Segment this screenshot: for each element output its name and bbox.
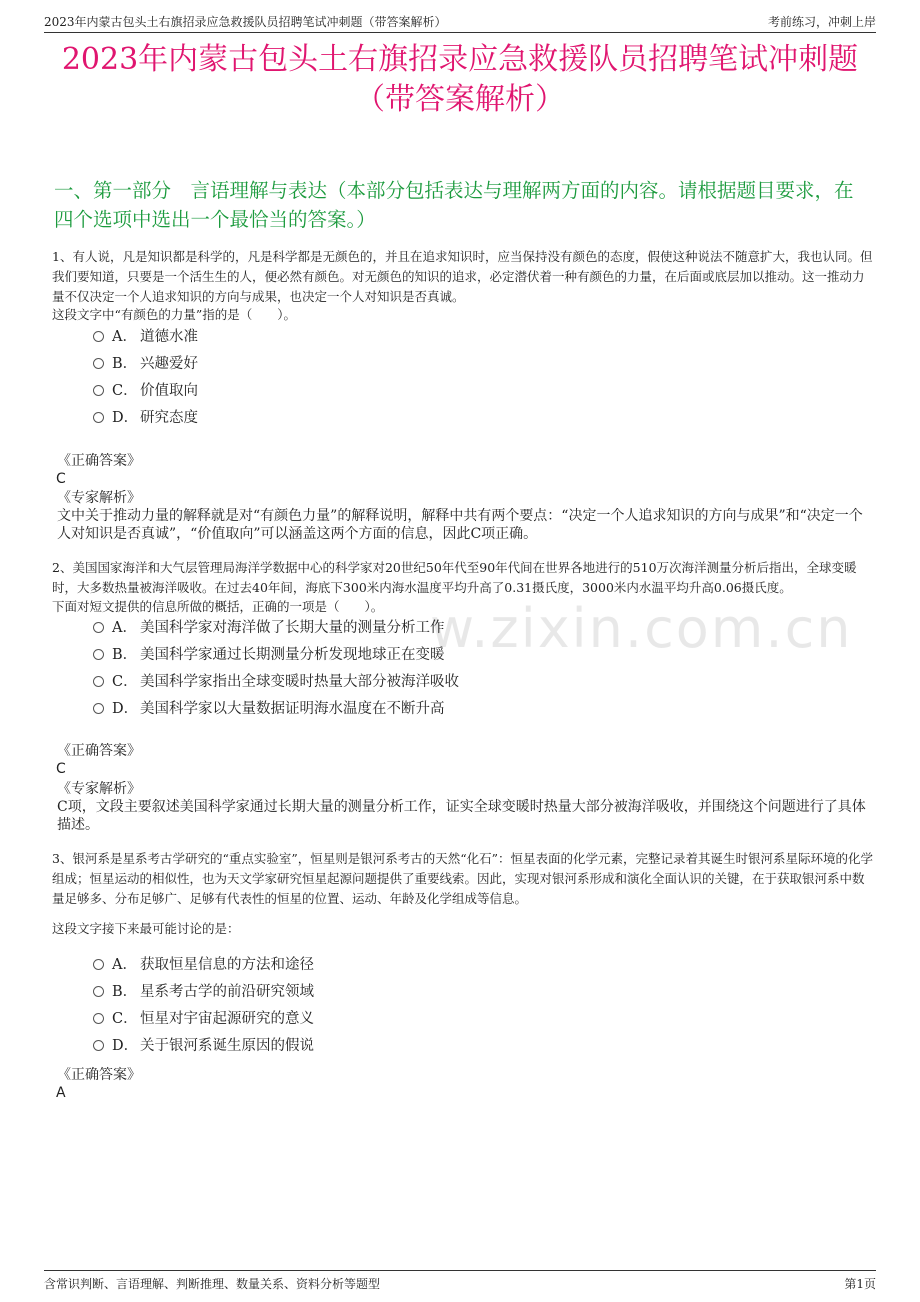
question-3-answer-label: 《正确答案》: [57, 1067, 141, 1083]
radio-icon[interactable]: [93, 412, 104, 423]
question-3-option-d[interactable]: [93, 1035, 314, 1057]
option-text: 价值取向: [140, 383, 198, 399]
question-2-option-b[interactable]: [93, 644, 445, 666]
radio-icon[interactable]: [93, 703, 104, 714]
option-letter: D．: [112, 410, 139, 426]
footer-note: 含常识判断、言语理解、判断推理、数量关系、资料分析等题型: [44, 1277, 381, 1291]
option-text: 美国科学家通过长期测量分析发现地球正在变暖: [140, 647, 445, 663]
option-letter: D．: [112, 701, 139, 717]
question-3-answer: A: [56, 1085, 66, 1101]
page-footer: [44, 1270, 876, 1293]
question-2-option-c[interactable]: [93, 671, 459, 693]
option-text: 道德水准: [140, 329, 198, 345]
header-slogan: 考前练习，冲刺上岸: [767, 15, 876, 29]
question-1-analysis-label: 《专家解析》: [57, 490, 141, 506]
question-2-option-a[interactable]: [93, 617, 445, 639]
question-2-analysis-label: 《专家解析》: [57, 781, 141, 797]
question-3-prompt: 这段文字接下来最可能讨论的是：: [52, 921, 240, 936]
document-title-line-2: （带答案解析）: [355, 82, 565, 117]
question-1-option-b[interactable]: [93, 353, 198, 375]
question-1-text: 1、有人说，凡是知识都是科学的，凡是科学都是无颜色的，并且在追求知识时，应当保持没有颜色的态度，假使这种说法不随意扩大，我也认同。但我们要知道，只要是一个活生生的人，便必然有颜色。对无颜色的知识的追求，必定潜伏着一种有颜色的力量，在后面或底层加以推动。这一推动力量不仅决定一个人追求知识的方向与成果，也决定一个人对知识是否真诚。: [52, 249, 873, 304]
question-3-option-b[interactable]: [93, 981, 314, 1003]
question-2-answer-label: 《正确答案》: [57, 743, 141, 759]
radio-icon[interactable]: [93, 1013, 104, 1024]
radio-icon[interactable]: [93, 1040, 104, 1051]
question-1-prompt: 这段文字中“有颜色的力量”指的是（ ）。: [52, 307, 297, 322]
question-1-answer: C: [56, 471, 66, 487]
radio-icon[interactable]: [93, 358, 104, 369]
option-text: 获取恒星信息的方法和途径: [140, 957, 314, 973]
option-text: 恒星对宇宙起源研究的意义: [140, 1011, 314, 1027]
section-heading: 一、第一部分 言语理解与表达（本部分包括表达与理解两方面的内容。请根据题目要求，在四个选项中选出一个最恰当的答案。）: [54, 179, 854, 231]
option-text: 美国科学家以大量数据证明海水温度在不断升高: [140, 701, 445, 717]
option-text: 研究态度: [140, 410, 198, 426]
document-title-line-1: 2023年内蒙古包头土右旗招录应急救援队员招聘笔试冲刺题: [61, 42, 859, 77]
radio-icon[interactable]: [93, 986, 104, 997]
watermark: w.zixin.com.cn: [430, 597, 853, 660]
question-1-analysis: 文中关于推动力量的解释就是对“有颜色力量”的解释说明，解释中共有两个要点：“决定一个人追求知识的方向与成果”和“决定一个人对知识是否真诚”，“价值取向”可以涵盖这两个方面的信息，因此C项正确。: [57, 508, 863, 542]
radio-icon[interactable]: [93, 959, 104, 970]
question-1-answer-label: 《正确答案》: [57, 453, 141, 469]
radio-icon[interactable]: [93, 331, 104, 342]
option-letter: A．: [112, 620, 137, 636]
question-2-answer: C: [56, 761, 66, 777]
option-text: 星系考古学的前沿研究领域: [140, 984, 314, 1000]
option-text: 美国科学家指出全球变暖时热量大部分被海洋吸收: [140, 674, 459, 690]
option-letter: A．: [112, 957, 137, 973]
question-3-text: 3、银河系是星系考古学研究的“重点实验室”，恒星则是银河系考古的天然“化石”：恒星表面的化学元素，完整记录着其诞生时银河系星际环境的化学组成；恒星运动的相似性，也为天文学家研究恒星起源问题提供了重要线索。因此，实现对银河系形成和演化全面认识的关键，在于获取银河系中数量足够多、分布足够广、足够有代表性的恒星的位置、运动、年龄及化学组成等信息。: [52, 851, 874, 906]
option-text: 美国科学家对海洋做了长期大量的测量分析工作: [140, 620, 445, 636]
option-letter: B．: [112, 984, 138, 1000]
option-letter: C．: [112, 674, 138, 690]
option-letter: B．: [112, 356, 138, 372]
question-1-option-d[interactable]: [93, 407, 198, 429]
header-doc-title: 2023年内蒙古包头土右旗招录应急救援队员招聘笔试冲刺题（带答案解析）: [44, 15, 447, 29]
question-3-option-c[interactable]: [93, 1008, 314, 1030]
radio-icon[interactable]: [93, 676, 104, 687]
option-letter: A．: [112, 329, 137, 345]
option-letter: B．: [112, 647, 138, 663]
option-letter: C．: [112, 383, 138, 399]
question-2-prompt: 下面对短文提供的信息所做的概括，正确的一项是（ ）。: [52, 599, 384, 614]
document-title: [30, 40, 890, 120]
question-2-text: 2、美国国家海洋和大气层管理局海洋学数据中心的科学家对20世纪50年代至90年代间在世界各地进行的510万次海洋测量分析后指出，全球变暖时，大多数热量被海洋吸收。在过去40年间，海底下300米内海水温度平均升高了0.31摄氏度，3000米内水温平均升高0.06摄氏度。: [52, 560, 857, 595]
question-1-option-a[interactable]: [93, 326, 198, 348]
question-1-option-c[interactable]: [93, 380, 198, 402]
radio-icon[interactable]: [93, 622, 104, 633]
option-text: 关于银河系诞生原因的假说: [140, 1038, 314, 1054]
question-2-option-d[interactable]: [93, 698, 445, 720]
page-header: [44, 10, 876, 33]
option-text: 兴趣爱好: [140, 356, 198, 372]
option-letter: C．: [112, 1011, 138, 1027]
radio-icon[interactable]: [93, 649, 104, 660]
page-number: 第1页: [844, 1277, 876, 1291]
radio-icon[interactable]: [93, 385, 104, 396]
question-3-option-a[interactable]: [93, 954, 314, 976]
question-2-analysis: C项，文段主要叙述美国科学家通过长期大量的测量分析工作，证实全球变暖时热量大部分被海洋吸收，并围绕这个问题进行了具体描述。: [57, 799, 866, 833]
option-letter: D．: [112, 1038, 139, 1054]
